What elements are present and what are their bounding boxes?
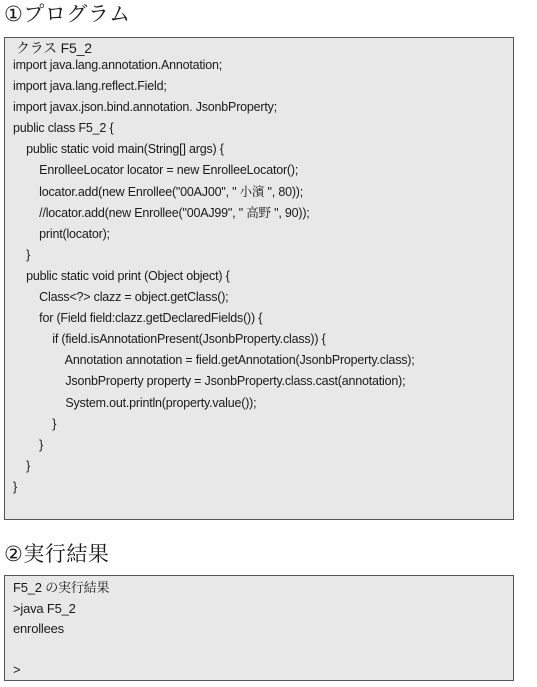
program-heading: ①プログラム: [4, 2, 131, 26]
code-line: import java.lang.reflect.Field;: [13, 79, 167, 94]
code-line: }: [13, 247, 31, 262]
execution-result-box: [4, 575, 514, 681]
result-heading: ②実行結果: [4, 542, 110, 566]
code-line: }: [13, 458, 31, 473]
code-line: Annotation annotation = field.getAnnotation(JsonbProperty.class);: [13, 353, 415, 368]
code-line: import javax.json.bind.annotation. JsonbProperty;: [13, 100, 277, 115]
output-line: >: [13, 662, 21, 677]
code-line: JsonbProperty property = JsonbProperty.class.cast(annotation);: [13, 374, 406, 389]
code-line: for (Field field:clazz.getDeclaredFields()) {: [13, 311, 263, 326]
code-line: }: [13, 479, 17, 494]
code-line: if (field.isAnnotationPresent(JsonbProperty.class)) {: [13, 332, 326, 347]
code-line: }: [13, 437, 44, 452]
code-line: Class<?> clazz = object.getClass();: [13, 290, 229, 305]
code-line: public static void main(String[] args) {: [13, 142, 224, 157]
code-line: System.out.println(property.value());: [13, 395, 257, 410]
code-line: public static void print (Object object) {: [13, 268, 230, 283]
code-line: public class F5_2 {: [13, 121, 114, 136]
code-title: クラス F5_2: [16, 40, 92, 56]
output-line: >java F5_2: [13, 600, 76, 616]
code-line: locator.add(new Enrollee("00AJ00", " 小濱 ", 80));: [13, 184, 304, 199]
code-listing-box: [4, 37, 514, 520]
code-line: //locator.add(new Enrollee("00AJ99", " 高野 ", 90));: [13, 205, 310, 220]
code-line: }: [13, 416, 57, 431]
output-line: [13, 640, 513, 661]
code-line: import java.lang.annotation.Annotation;: [13, 58, 223, 72]
output-title: F5_2 の実行結果: [13, 580, 110, 595]
code-line: EnrolleeLocator locator = new EnrolleeLocator();: [13, 163, 299, 178]
code-line: print(locator);: [13, 226, 110, 241]
output-line: enrollees: [13, 621, 64, 636]
